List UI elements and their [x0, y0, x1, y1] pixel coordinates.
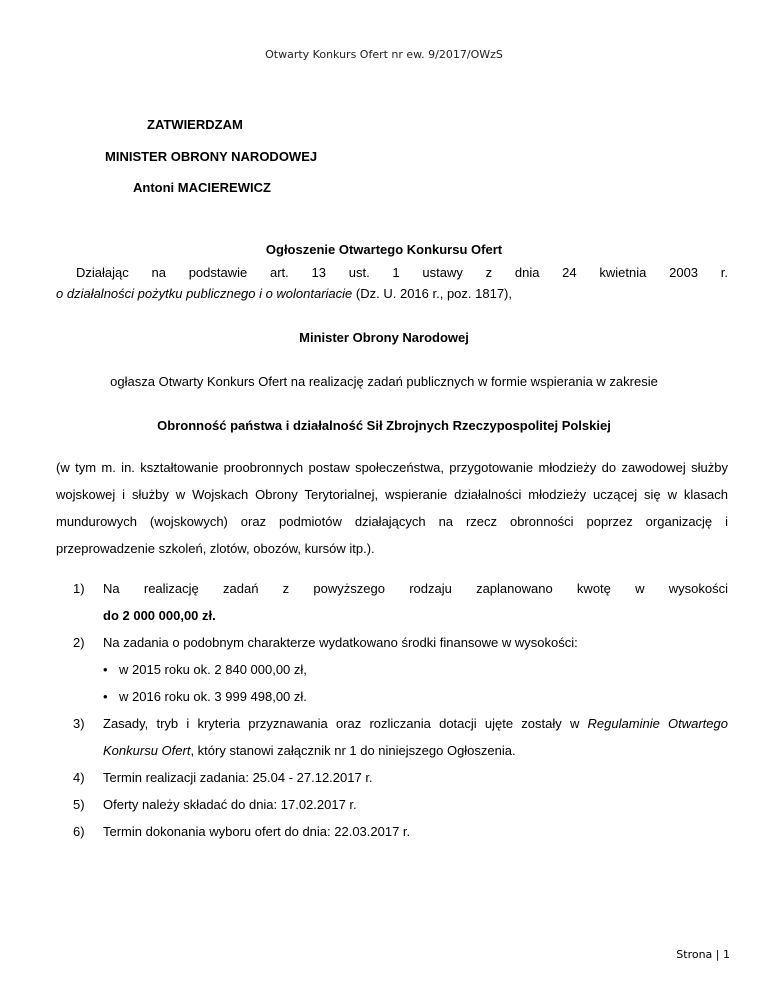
- list-item: 4) Termin realizacji zadania: 25.04 - 27.12.2017 r.: [73, 770, 373, 785]
- amount: do 2 000 000,00 zł.: [103, 608, 216, 623]
- regulation-title: Regulaminie Otwartego Konkursu Ofert: [103, 716, 728, 758]
- act-title: o działalności pożytku publicznego i o wolontariacie: [56, 286, 353, 301]
- list-item: 2) Na zadania o podobnym charakterze wydatkowano środki finansowe w wysokości: • w 2015 roku ok. 2 840 000,00 zł, • w 2016 roku ok. 3 999 498,00 zł.: [73, 629, 728, 710]
- bullet-icon: •: [103, 689, 108, 704]
- scope-description: (w tym m. in. kształtowanie proobronnych postaw społeczeństwa, przygotowanie młodzieży do zawodowej służby wojskowej i służby w Wojskach Obrony Terytorialnej, wspieranie działalności młodzieży uczącej się w klasach mundurowych (wojskowych) oraz podmiotów działających na rzecz obronności poprzez organizację i przeprowadzenie szkoleń, zlotów, obozów, kursów itp.).: [56, 460, 728, 556]
- list-item: 3) Zasady, tryb i kryteria przyznawania oraz rozliczania dotacji ujęte zostały w Regulaminie Otwartego Konkursu Ofert, który stanowi załącznik nr 1 do niniejszego Ogłoszenia.: [73, 716, 728, 758]
- approval-line: ZATWIERDZAM: [147, 117, 243, 132]
- conditions-list: [73, 575, 728, 845]
- spending-list: [103, 656, 728, 710]
- minister-heading: Minister Obrony Narodowej: [299, 330, 469, 345]
- scope-title: Obronność państwa i działalność Sił Zbrojnych Rzeczypospolitej Polskiej: [157, 418, 611, 433]
- list-item: 6) Termin dokonania wyboru ofert do dnia: 22.03.2017 r.: [73, 824, 411, 839]
- bullet-icon: •: [103, 662, 108, 677]
- announces-line: ogłasza Otwarty Konkurs Ofert na realizację zadań publicznych w formie wspierania w zakresie: [110, 374, 658, 389]
- list-item: 1) Na realizację zadań z powyższego rodzaju zaplanowano kwotę w wysokości do 2 000 000,00 zł.: [73, 581, 728, 623]
- page-header: Otwarty Konkurs Ofert nr ew. 9/2017/OWzS: [265, 48, 503, 61]
- act-reference: (Dz. U. 2016 r., poz. 1817),: [352, 286, 512, 301]
- approval-minister: MINISTER OBRONY NARODOWEJ: [105, 149, 318, 164]
- intro-line: Działając na podstawie art. 13 ust. 1 ustawy z dnia 24 kwietnia 2003 r.: [76, 265, 728, 280]
- list-item: 5) Oferty należy składać do dnia: 17.02.2017 r.: [73, 797, 357, 812]
- intro-continuation: [56, 286, 512, 301]
- approval-name: Antoni MACIEREWICZ: [133, 180, 271, 195]
- announcement-title: Ogłoszenie Otwartego Konkursu Ofert: [265, 242, 503, 257]
- list-item: • w 2016 roku ok. 3 999 498,00 zł.: [103, 683, 728, 710]
- page-number: Strona | 1: [676, 948, 730, 961]
- list-item: • w 2015 roku ok. 2 840 000,00 zł,: [103, 656, 728, 683]
